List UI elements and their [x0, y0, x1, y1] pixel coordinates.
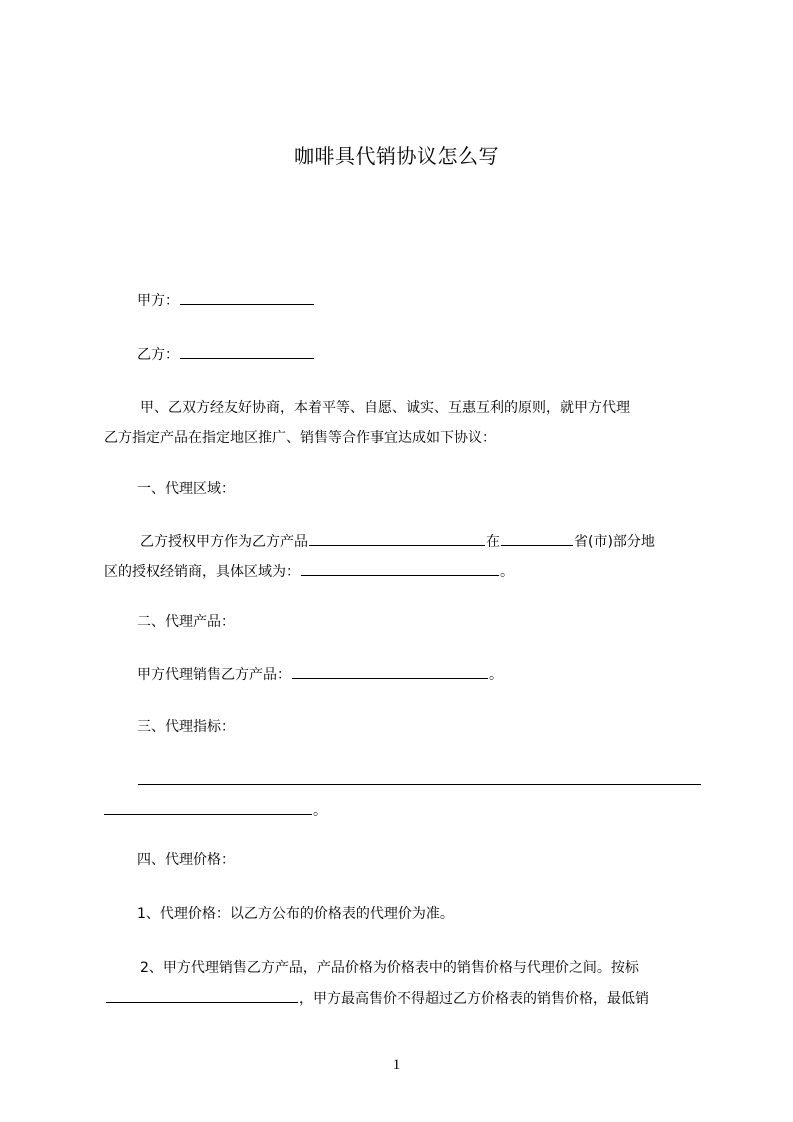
section2-text: 甲方代理销售乙方产品： [137, 667, 291, 683]
section2-heading: 二、代理产品： [137, 614, 235, 630]
party-a-label: 甲方： [137, 293, 179, 309]
section1-text-c: 省(市)部分地 [574, 534, 655, 550]
section2-period: 。 [489, 667, 503, 683]
party-a-blank [180, 290, 314, 305]
intro-line-2: 乙方指定产品在指定地区推广、销售等合作事宜达成如下协议： [104, 430, 496, 446]
document-title: 咖啡具代销协议怎么写 [294, 144, 499, 168]
intro-line-1: 甲、乙双方经友好协商，本着平等、自愿、诚实、互惠互利的原则，就甲方代理 [140, 400, 630, 416]
target-blank-line-2 [104, 800, 312, 815]
section3-period: 。 [313, 803, 327, 819]
target-blank-line-1 [138, 784, 701, 785]
section4-item-2-line-2 [104, 988, 704, 1009]
party-a-line [104, 290, 704, 311]
page-number: 1 [392, 1057, 401, 1073]
price-standard-blank [106, 988, 298, 1003]
section3-heading: 三、代理指标： [137, 719, 235, 735]
section1-line-1 [104, 531, 704, 552]
section2-line [104, 664, 704, 685]
section1-text-d: 区的授权经销商，具体区域为： [104, 564, 300, 580]
party-b-label: 乙方： [137, 347, 179, 363]
section1-text-a: 乙方授权甲方作为乙方产品 [140, 534, 308, 550]
section4-item-2-text: ，甲方最高售价不得超过乙方价格表的销售价格，最低销 [299, 991, 649, 1007]
section1-line-2 [104, 561, 704, 582]
section3-line-2 [104, 800, 704, 821]
section1-period: 。 [500, 564, 514, 580]
section1-text-b: 在 [486, 534, 500, 550]
party-b-line [104, 344, 704, 365]
section1-heading: 一、代理区域： [137, 481, 235, 497]
section4-heading: 四、代理价格： [137, 852, 235, 868]
section4-item-1: 1、代理价格：以乙方公布的价格表的代理价为准。 [137, 906, 454, 922]
region-blank [301, 561, 499, 576]
party-b-blank [180, 344, 314, 359]
product-blank [309, 531, 485, 546]
agent-product-blank [292, 664, 488, 679]
section4-item-2-line-1: 2、甲方代理销售乙方产品，产品价格为价格表中的销售价格与代理价之间。按标 [140, 960, 639, 976]
province-blank [501, 531, 573, 546]
